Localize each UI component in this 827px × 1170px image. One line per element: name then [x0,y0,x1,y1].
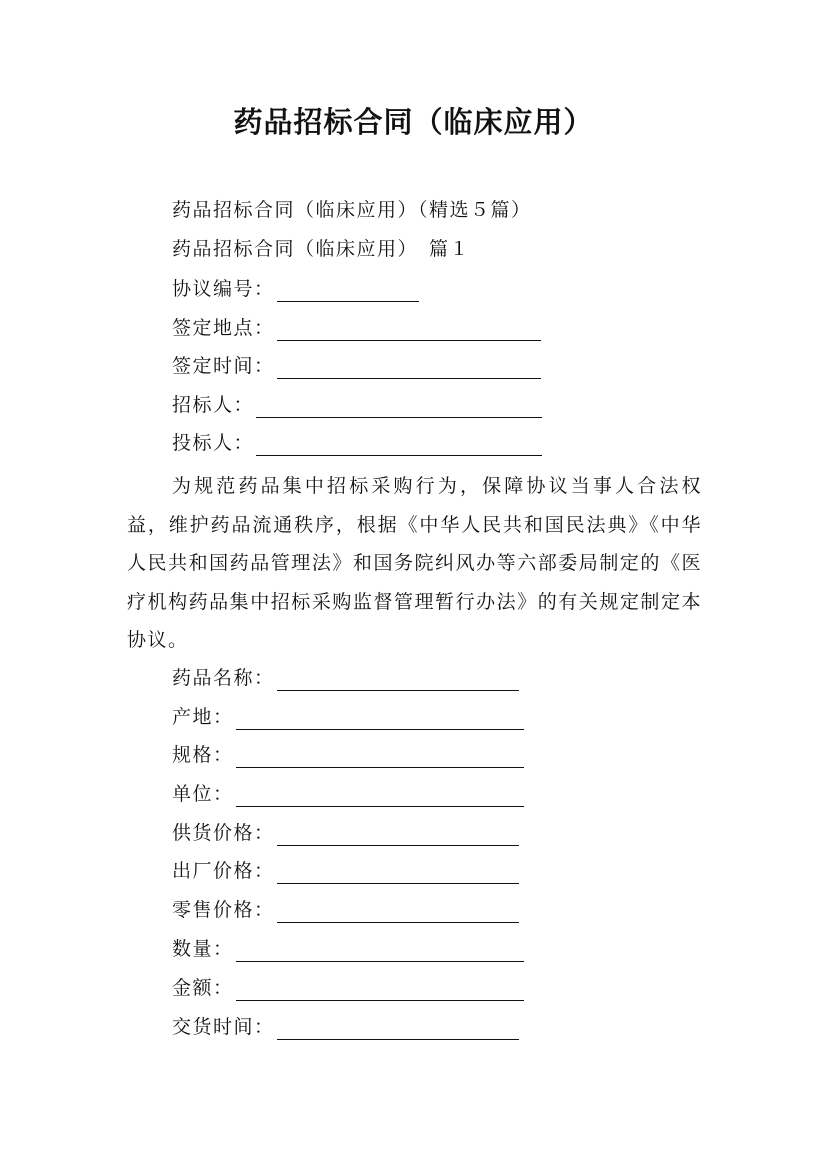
field-label: 招标人： [172,394,255,416]
field-label: 药品名称： [172,667,275,689]
field-label: 产地： [172,706,234,728]
field-supply-price [172,820,519,846]
field-label: 单位： [172,783,234,805]
blank-line [277,670,519,691]
blank-line [277,825,519,846]
blank-line [277,281,419,302]
field-origin [172,704,524,730]
field-unit [172,781,524,807]
field-label: 数量： [172,938,234,960]
document-title: 药品招标合同（临床应用） [233,105,594,139]
field-drug-name [172,665,519,691]
field-label: 投标人： [172,432,255,454]
blank-line [236,980,524,1001]
field-delivery-time [172,1014,519,1040]
blank-line [277,358,541,379]
field-label: 出厂价格： [172,860,275,882]
field-agreement-number [172,276,419,302]
field-tenderer [172,392,542,418]
field-label: 签定地点： [172,317,275,339]
field-label: 协议编号： [172,278,275,300]
blank-line [236,747,524,768]
blank-line [236,786,524,807]
field-label: 规格： [172,744,234,766]
field-factory-price [172,858,519,884]
field-label: 零售价格： [172,899,275,921]
field-retail-price [172,897,519,923]
blank-line [236,941,524,962]
field-label: 交货时间： [172,1016,275,1038]
blank-line [277,863,519,884]
field-amount [172,975,524,1001]
field-specification [172,742,524,768]
blank-line [277,320,541,341]
blank-line [277,1019,519,1040]
field-signing-place [172,315,541,341]
blank-line [256,435,542,456]
document-subtitle: 药品招标合同（临床应用）（精选５篇） [172,199,532,221]
field-signing-time [172,353,541,379]
blank-line [277,902,519,923]
blank-line [256,397,542,418]
section-heading: 药品招标合同（临床应用） 篇１ [172,238,471,260]
blank-line [236,709,524,730]
field-bidder [172,430,542,456]
intro-paragraph: 为规范药品集中招标采购行为，保障协议当事人合法权益，维护药品流通秩序，根据《中华人民共和国民法典》《中华人民共和国药品管理法》和国务院纠风办等六部委局制定的《医疗机构药品集中招标采购监督管理暂行办法》的有关规定制定本协议。 [127,475,702,652]
field-quantity [172,936,524,962]
field-label: 签定时间： [172,355,275,377]
field-label: 金额： [172,977,234,999]
field-label: 供货价格： [172,822,275,844]
